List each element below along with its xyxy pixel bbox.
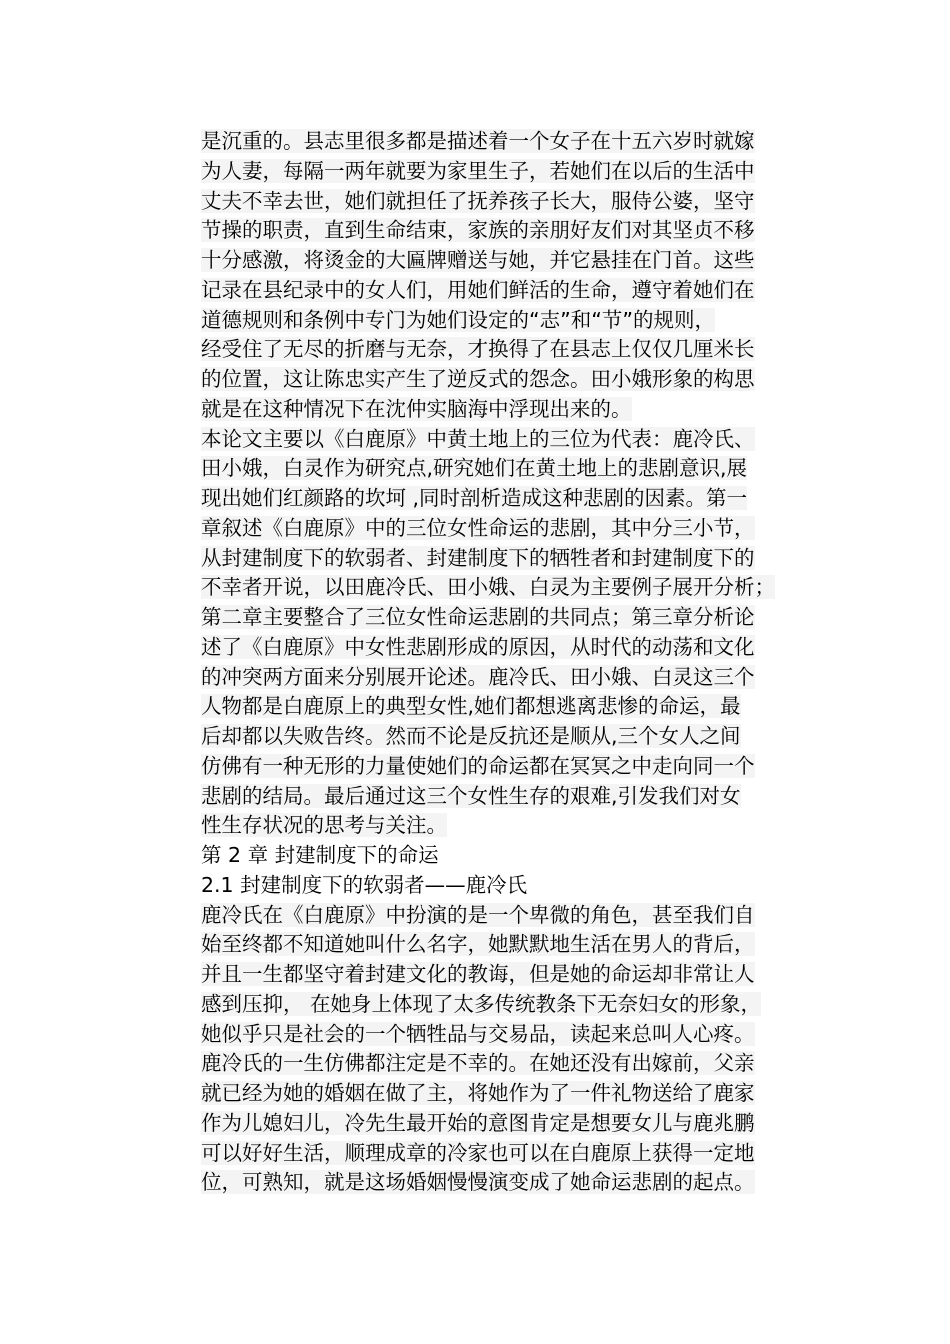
text-line-content: 就已经为她的婚姻在做了主，将她作为了一件礼物送给了鹿家 (201, 1081, 755, 1105)
text-line (201, 306, 821, 336)
text-line (201, 276, 821, 306)
text-line (201, 692, 821, 722)
section-heading (201, 841, 821, 871)
text-line-content: 悲剧的结局。最后通过这三个女性生存的艰难,引发我们对女 (201, 783, 741, 808)
text-line-content: 性生存状况的思考与关注。 (201, 813, 447, 838)
text-line (201, 514, 821, 544)
text-line (201, 633, 821, 663)
text-line-content: 道德规则和条例中专门为她们设定的“志”和“节”的规则， (201, 307, 715, 332)
text-line (201, 484, 821, 514)
text-line (201, 425, 821, 455)
text-line-content: 记录在县纪录中的女人们，用她们鲜活的生命，遵守着她们在 (201, 277, 755, 302)
text-line (201, 811, 821, 841)
text-line (201, 752, 821, 782)
text-line-content: 的位置，这让陈忠实产生了逆反式的怨念。田小娥形象的构思 (201, 367, 755, 391)
text-line-content: 位，可熟知，就是这场婚姻慢慢演变成了她命运悲剧的起点。 (201, 1170, 755, 1195)
text-line-content: 章叙述《白鹿原》中的三位女性命运的悲剧，其中分三小节， (201, 515, 755, 540)
text-line (201, 157, 821, 187)
body-text (201, 127, 821, 1198)
text-line-content: 始至终都不知道她叫什么名字，她默默地生活在男人的背后， (201, 932, 755, 957)
text-line (201, 395, 821, 425)
text-line-content: 就是在这种情况下在沈仲实脑海中浮现出来的。 (201, 396, 632, 421)
text-line (201, 187, 821, 217)
text-line-content: 感到压抑， 在她身上体现了太多传统教条下无奈妇女的形象， (201, 991, 762, 1016)
section-heading (201, 871, 821, 901)
text-line (201, 544, 821, 574)
text-line-content: 她似乎只是社会的一个牺牲品与交易品，读起来总叫人心疼。 (201, 1021, 755, 1046)
text-line (201, 901, 821, 931)
text-line-content: 述了《白鹿原》中女性悲剧形成的原因，从时代的动荡和文化 (201, 634, 755, 659)
text-line (201, 1109, 821, 1139)
text-line-content: 第二章主要整合了三位女性命运悲剧的共同点；第三章分析论 (201, 605, 755, 629)
text-line-content: 鹿冷氏的一生仿佛都注定是不幸的。在她还没有出嫁前，父亲 (201, 1051, 755, 1076)
text-line (201, 127, 821, 157)
text-line-content: 现出她们红颜路的坎坷 ,同时剖析造成这种悲剧的因素。第一 (201, 486, 748, 510)
text-line (201, 722, 821, 752)
text-line (201, 1079, 821, 1109)
text-line (201, 335, 821, 365)
text-line (201, 782, 821, 812)
text-line (201, 216, 821, 246)
text-line-content: 丈夫不幸去世，她们就担任了抚养孩子长大，服侍公婆，坚守 (201, 188, 755, 213)
text-line-content: 田小娥，白灵作为研究点,研究她们在黄土地上的悲剧意识,展 (201, 456, 748, 481)
text-line (201, 960, 821, 990)
text-line (201, 1139, 821, 1169)
text-line-content: 是沉重的。县志里很多都是描述着一个女子在十五六岁时就嫁 (201, 129, 755, 153)
text-line (201, 1168, 821, 1198)
text-line-content: 仿佛有一种无形的力量使她们的命运都在冥冥之中走向同一个 (201, 753, 755, 778)
text-line-content: 本论文主要以《白鹿原》中黄土地上的三位为代表：鹿冷氏、 (201, 426, 755, 451)
text-line-content: 作为儿媳妇儿，冷先生最开始的意图肯定是想要女儿与鹿兆鹏 (201, 1110, 755, 1135)
text-line-content: 可以好好生活，顺理成章的冷家也可以在白鹿原上获得一定地 (201, 1140, 755, 1165)
text-line-content: 的冲突两方面来分别展开论述。鹿冷氏、田小娥、白灵这三个 (201, 664, 755, 689)
text-line (201, 990, 821, 1020)
section-heading-text: 2.1 封建制度下的软弱者——鹿冷氏 (201, 872, 528, 897)
text-line-content: 不幸者开说，以田鹿冷氏、田小娥、白灵为主要例子展开分析； (201, 575, 775, 600)
text-line (201, 663, 821, 693)
text-line (201, 930, 821, 960)
text-line-content: 鹿冷氏在《白鹿原》中扮演的是一个卑微的角色，甚至我们自 (201, 902, 755, 927)
text-line (201, 246, 821, 276)
text-line (201, 454, 821, 484)
text-line-content: 并且一生都坚守着封建文化的教诲，但是她的命运却非常让人 (201, 962, 755, 986)
text-line-content: 经受住了无尽的折磨与无奈，才换得了在县志上仅仅几厘米长 (201, 337, 755, 362)
text-line (201, 573, 821, 603)
text-line-content: 十分感激，将烫金的大匾牌赠送与她，并它悬挂在门首。这些 (201, 248, 755, 272)
section-heading-text: 第 2 章 封建制度下的命运 (201, 843, 439, 867)
text-line-content: 从封建制度下的软弱者、封建制度下的牺牲者和封建制度下的 (201, 545, 755, 570)
text-line (201, 1049, 821, 1079)
text-line (201, 1020, 821, 1050)
text-line-content: 人物都是白鹿原上的典型女性,她们都想逃离悲惨的命运，最 (201, 694, 741, 719)
text-line (201, 603, 821, 633)
text-line-content: 为人妻，每隔一两年就要为家里生子，若她们在以后的生活中 (201, 158, 755, 183)
text-line-content: 后却都以失败告终。然而不论是反抗还是顺从,三个女人之间 (201, 724, 741, 748)
text-line-content: 节操的职责，直到生命结束，家族的亲朋好友们对其坚贞不移 (201, 218, 755, 243)
text-line (201, 365, 821, 395)
